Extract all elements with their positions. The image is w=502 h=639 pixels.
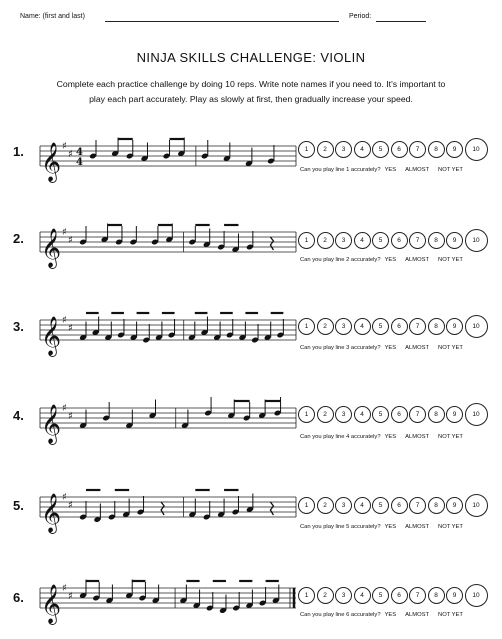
answer-not-yet[interactable]: NOT YET xyxy=(438,167,463,173)
quarter-rest xyxy=(161,502,164,515)
rep-circles xyxy=(298,403,486,427)
sharp-icon: ♯ xyxy=(62,141,67,152)
question-text: Can you play line 1 accurately? xyxy=(300,167,381,173)
instructions xyxy=(20,77,482,107)
sharp-icon: ♯ xyxy=(68,500,73,511)
treble-clef-icon: 𝄞 xyxy=(41,493,62,533)
rep-circle[interactable]: 8 xyxy=(428,497,445,514)
rep-circle[interactable]: 4 xyxy=(354,232,371,249)
sharp-icon: ♯ xyxy=(62,492,67,503)
rep-circle[interactable]: 2 xyxy=(317,318,334,335)
rep-circle[interactable]: 10 xyxy=(465,403,488,426)
rep-circle[interactable]: 2 xyxy=(317,497,334,514)
answer-yes[interactable]: YES xyxy=(384,612,397,618)
rep-circle[interactable]: 9 xyxy=(446,318,463,335)
rep-circles xyxy=(298,315,486,339)
rep-circle[interactable]: 10 xyxy=(465,584,488,607)
music-staff xyxy=(40,224,296,268)
answer-not-yet[interactable]: NOT YET xyxy=(438,434,463,440)
rep-circle[interactable]: 4 xyxy=(354,141,371,158)
answer-not-yet[interactable]: NOT YET xyxy=(438,524,463,530)
rep-circle[interactable]: 10 xyxy=(465,229,488,252)
treble-clef-icon: 𝄞 xyxy=(41,584,62,624)
answer-almost[interactable]: ALMOST xyxy=(405,524,430,530)
answer-not-yet[interactable]: NOT YET xyxy=(438,345,463,351)
rep-circle[interactable]: 3 xyxy=(335,587,352,604)
rep-circle[interactable]: 5 xyxy=(372,318,389,335)
rep-circles xyxy=(298,584,486,608)
rep-circle[interactable]: 1 xyxy=(298,406,315,423)
answer-not-yet[interactable]: NOT YET xyxy=(438,257,463,263)
answer-yes[interactable]: YES xyxy=(384,257,397,263)
rep-circle[interactable]: 5 xyxy=(372,587,389,604)
rep-circle[interactable]: 6 xyxy=(391,406,408,423)
rep-circle[interactable]: 4 xyxy=(354,318,371,335)
rep-circle[interactable]: 1 xyxy=(298,587,315,604)
answer-yes[interactable]: YES xyxy=(384,167,397,173)
rep-circle[interactable]: 3 xyxy=(335,406,352,423)
rep-circle[interactable]: 5 xyxy=(372,406,389,423)
rep-circle[interactable]: 9 xyxy=(446,232,463,249)
period-field[interactable] xyxy=(376,21,426,22)
answer-almost[interactable]: ALMOST xyxy=(405,167,430,173)
accuracy-question xyxy=(300,167,463,173)
treble-clef-icon: 𝄞 xyxy=(41,404,62,444)
answer-almost[interactable]: ALMOST xyxy=(405,612,430,618)
quarter-rest xyxy=(270,502,273,515)
accuracy-question xyxy=(300,257,463,263)
rep-circle[interactable]: 8 xyxy=(428,318,445,335)
rep-circle[interactable]: 2 xyxy=(317,587,334,604)
music-staff xyxy=(40,580,296,624)
question-text: Can you play line 4 accurately? xyxy=(300,434,381,440)
rep-circle[interactable]: 7 xyxy=(409,406,426,423)
rep-circle[interactable]: 10 xyxy=(465,138,488,161)
rep-circle[interactable]: 5 xyxy=(372,141,389,158)
rep-circle[interactable]: 2 xyxy=(317,141,334,158)
rep-circles xyxy=(298,229,486,253)
sharp-icon: ♯ xyxy=(68,411,73,422)
rep-circles xyxy=(298,494,486,518)
time-signature-bottom: 4 xyxy=(76,157,83,168)
name-field[interactable] xyxy=(105,21,339,22)
page-title: NINJA SKILLS CHALLENGE: VIOLIN xyxy=(136,50,366,65)
answer-almost[interactable]: ALMOST xyxy=(405,434,430,440)
accuracy-question xyxy=(300,434,463,440)
rep-circle[interactable]: 6 xyxy=(391,232,408,249)
treble-clef-icon: 𝄞 xyxy=(41,142,62,182)
rep-circle[interactable]: 1 xyxy=(298,318,315,335)
rep-circle[interactable]: 8 xyxy=(428,587,445,604)
instructions-line-1: Complete each practice challenge by doing 10 reps. Write note names if you need to. It's important to xyxy=(56,79,446,89)
line-number: 3. xyxy=(13,319,24,334)
rep-circle[interactable]: 8 xyxy=(428,141,445,158)
rep-circle[interactable]: 2 xyxy=(317,406,334,423)
answer-almost[interactable]: ALMOST xyxy=(405,257,430,263)
rep-circle[interactable]: 7 xyxy=(409,318,426,335)
rep-circles xyxy=(298,138,486,162)
rep-circle[interactable]: 7 xyxy=(409,141,426,158)
sharp-icon: ♯ xyxy=(62,583,67,594)
rep-circle[interactable]: 10 xyxy=(465,494,488,517)
sharp-icon: ♯ xyxy=(68,149,73,160)
question-text: Can you play line 2 accurately? xyxy=(300,257,381,263)
question-text: Can you play line 3 accurately? xyxy=(300,345,381,351)
rep-circle[interactable]: 2 xyxy=(317,232,334,249)
question-text: Can you play line 5 accurately? xyxy=(300,524,381,530)
rep-circle[interactable]: 9 xyxy=(446,406,463,423)
rep-circle[interactable]: 7 xyxy=(409,232,426,249)
answer-almost[interactable]: ALMOST xyxy=(405,345,430,351)
rep-circle[interactable]: 5 xyxy=(372,497,389,514)
rep-circle[interactable]: 1 xyxy=(298,497,315,514)
line-number: 4. xyxy=(13,408,24,423)
music-staff xyxy=(40,138,296,182)
answer-yes[interactable]: YES xyxy=(384,434,397,440)
rep-circle[interactable]: 1 xyxy=(298,141,315,158)
accuracy-question xyxy=(300,345,463,351)
rep-circle[interactable]: 3 xyxy=(335,497,352,514)
music-staff xyxy=(40,312,296,356)
rep-circle[interactable]: 9 xyxy=(446,141,463,158)
answer-not-yet[interactable]: NOT YET xyxy=(438,612,463,618)
music-staff xyxy=(40,400,296,444)
time-signature-top: 4 xyxy=(76,147,83,158)
treble-clef-icon: 𝄞 xyxy=(41,316,62,356)
rep-circle[interactable]: 6 xyxy=(391,587,408,604)
answer-yes[interactable]: YES xyxy=(384,524,397,530)
quarter-rest xyxy=(270,237,273,250)
rep-circle[interactable]: 3 xyxy=(335,232,352,249)
rep-circle[interactable]: 8 xyxy=(428,232,445,249)
line-number: 5. xyxy=(13,498,24,513)
sharp-icon: ♯ xyxy=(68,591,73,602)
rep-circle[interactable]: 4 xyxy=(354,587,371,604)
treble-clef-icon: 𝄞 xyxy=(41,228,62,268)
sharp-icon: ♯ xyxy=(68,235,73,246)
rep-circle[interactable]: 3 xyxy=(335,141,352,158)
rep-circle[interactable]: 9 xyxy=(446,497,463,514)
rep-circle[interactable]: 10 xyxy=(465,315,488,338)
sharp-icon: ♯ xyxy=(62,227,67,238)
answer-yes[interactable]: YES xyxy=(384,345,397,351)
rep-circle[interactable]: 3 xyxy=(335,318,352,335)
rep-circle[interactable]: 4 xyxy=(354,497,371,514)
line-number: 6. xyxy=(13,590,24,605)
rep-circle[interactable]: 6 xyxy=(391,141,408,158)
sharp-icon: ♯ xyxy=(62,315,67,326)
rep-circle[interactable]: 6 xyxy=(391,318,408,335)
rep-circle[interactable]: 6 xyxy=(391,497,408,514)
instructions-line-2: play each part accurately. Play as slowly at first, then gradually increase your speed. xyxy=(89,94,413,104)
accuracy-question xyxy=(300,524,463,530)
sharp-icon: ♯ xyxy=(68,323,73,334)
rep-circle[interactable]: 7 xyxy=(409,587,426,604)
rep-circle[interactable]: 4 xyxy=(354,406,371,423)
rep-circle[interactable]: 1 xyxy=(298,232,315,249)
line-number: 1. xyxy=(13,144,24,159)
rep-circle[interactable]: 9 xyxy=(446,587,463,604)
line-number: 2. xyxy=(13,231,24,246)
music-staff xyxy=(40,489,296,533)
rep-circle[interactable]: 7 xyxy=(409,497,426,514)
question-text: Can you play line 6 accurately? xyxy=(300,612,381,618)
sharp-icon: ♯ xyxy=(62,403,67,414)
rep-circle[interactable]: 5 xyxy=(372,232,389,249)
rep-circle[interactable]: 8 xyxy=(428,406,445,423)
period-label: Period: xyxy=(349,13,372,20)
accuracy-question xyxy=(300,612,463,618)
name-label: Name: (first and last) xyxy=(20,13,85,20)
